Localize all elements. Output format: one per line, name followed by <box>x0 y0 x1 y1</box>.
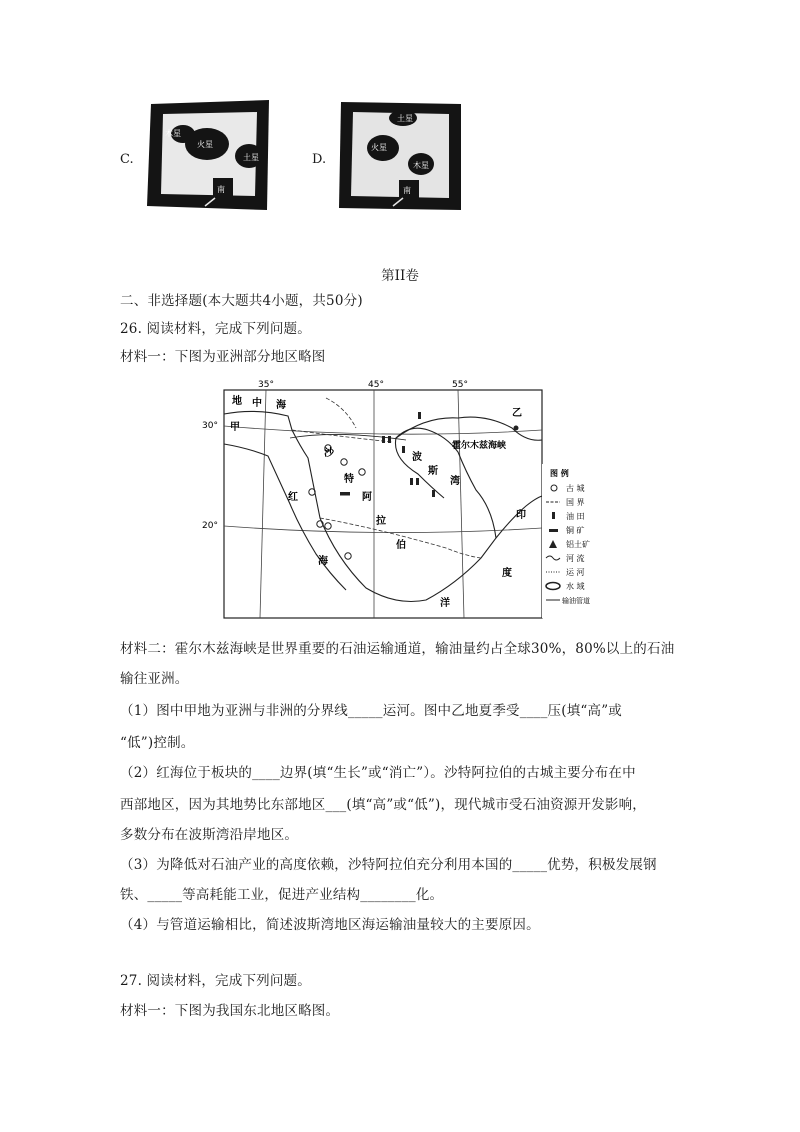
option-d-label: D. <box>312 152 327 167</box>
legend-item-river: 河 流 <box>566 554 585 563</box>
legend-item-ancient-city: 古 城 <box>566 484 585 493</box>
label-la: 拉 <box>376 516 386 527</box>
lat-tick-30: 30° <box>202 421 218 431</box>
option-d-image <box>337 98 467 213</box>
q26-material2-line1: 材料二：霍尔木兹海峡是世界重要的石油运输通道，输油量约占全球30%，80%以上的石油 <box>120 641 675 657</box>
q26-part2-line2: 西部地区，因为其地势比东部地区___(填“高”或“低”)，现代城市受石油资源开发影响， <box>120 797 646 813</box>
legend-item-oilfield: 油 田 <box>566 512 585 521</box>
option-c-place-saturn: 土星 <box>243 153 259 162</box>
q26-part4-line1: （4）与管道运输相比，简述波斯湾地区海运输油量较大的主要原因。 <box>120 917 540 933</box>
label-sha: 沙 <box>324 448 334 459</box>
legend-item-bauxite: 铝土矿 <box>566 540 590 549</box>
lon-tick-45: 45° <box>368 380 384 390</box>
label-wan: 湾 <box>450 476 460 487</box>
label-hong: 红 <box>288 492 298 503</box>
legend-item-border: 国 界 <box>566 498 585 507</box>
label-a: 阿 <box>362 492 372 503</box>
label-si: 斯 <box>428 466 438 477</box>
section-title: 第II卷 <box>381 268 419 284</box>
asia-region-map <box>196 378 620 624</box>
legend-item-canal: 运 河 <box>566 568 585 577</box>
q26-intro: 26. 阅读材料，完成下列问题。 <box>120 321 311 337</box>
lon-tick-35: 35° <box>258 380 274 390</box>
option-d-place-jupiter: 木星 <box>413 161 429 170</box>
map-legend <box>542 464 606 618</box>
q26-part2-line3: 多数分布在波斯湾沿岸地区。 <box>120 827 299 843</box>
label-du: 度 <box>502 568 512 579</box>
label-hai-2: 海 <box>318 556 328 567</box>
q26-material2-line2: 输往亚洲。 <box>120 671 189 687</box>
q26-part2-line1: （2）红海位于板块的____边界(填“生长”或“消亡”）。沙特阿拉伯的古城主要分布在中 <box>120 765 636 781</box>
label-yin: 印 <box>516 510 526 521</box>
q26-material1: 材料一：下图为亚洲部分地区略图 <box>120 349 326 365</box>
q26-part3-line1: （3）为降低对石油产业的高度依赖，沙特阿拉伯充分利用本国的_____优势，积极发展钢 <box>120 857 657 873</box>
option-c-image <box>145 98 275 213</box>
label-yi: 乙 <box>512 408 522 419</box>
section-heading: 二、非选择题(本大题共4小题，共50分) <box>120 293 363 309</box>
legend-item-pipeline: 输油管道 <box>562 597 590 605</box>
label-bo-persian: 波 <box>412 452 422 463</box>
label-hormuz: 霍尔木兹海峡 <box>452 441 507 451</box>
legend-title: 图 例 <box>550 469 569 478</box>
option-c-label: C. <box>120 152 134 167</box>
option-c-place-jupiter: 木星 <box>165 129 181 138</box>
label-te: 特 <box>344 474 354 485</box>
option-d-place-saturn: 土星 <box>397 114 413 123</box>
option-c-place-mars: 火星 <box>197 140 213 149</box>
q26-part3-line2: 铁、_____等高耗能工业，促进产业结构________化。 <box>120 887 444 903</box>
option-c-place-south: 南 <box>217 185 225 194</box>
q26-part1-line1: （1）图中甲地为亚洲与非洲的分界线_____运河。图中乙地夏季受____压(填“高”或 <box>120 703 623 719</box>
q27-material1: 材料一：下图为我国东北地区略图。 <box>120 1003 340 1019</box>
label-yang: 洋 <box>440 598 450 609</box>
label-hai-1: 海 <box>276 400 286 411</box>
option-d-place-mars: 火星 <box>371 143 387 152</box>
q27-intro: 27. 阅读材料，完成下列问题。 <box>120 973 311 989</box>
legend-item-water: 水 域 <box>566 582 585 591</box>
lon-tick-55: 55° <box>452 380 468 390</box>
lat-tick-20: 20° <box>202 521 218 531</box>
label-zhong: 中 <box>252 398 262 409</box>
option-d-place-south: 南 <box>403 186 411 195</box>
label-di: 地 <box>232 396 242 407</box>
label-bo: 伯 <box>396 540 406 551</box>
label-jia: 甲 <box>230 422 240 433</box>
legend-item-copper: 铜 矿 <box>566 526 585 535</box>
q26-part1-line2: “低”)控制。 <box>120 735 195 751</box>
